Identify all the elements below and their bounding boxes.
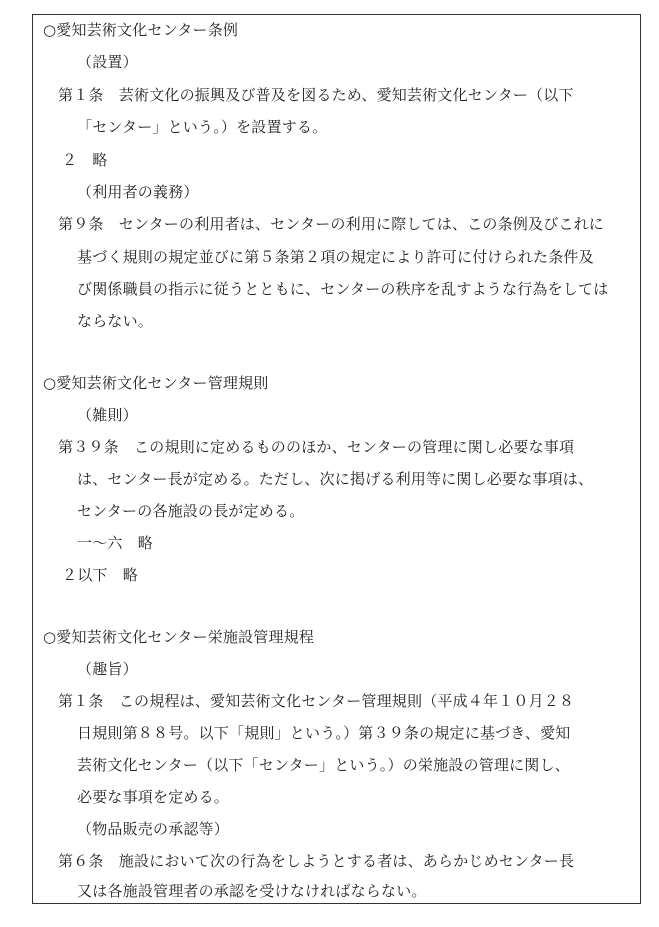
article-line: ２ 略 xyxy=(62,151,108,169)
article-heading: （趣旨） xyxy=(77,660,138,678)
article-line: 第６条 施設において次の行為をしようとする者は、あらかじめセンター長 xyxy=(58,852,575,870)
article-line: 芸術文化センター（以下「センター」という。）の栄施設の管理に関し、 xyxy=(77,756,570,774)
article-line: ２以下 略 xyxy=(62,566,139,584)
article-line: 基づく規則の規定並びに第５条第２項の規定により許可に付けられた条件及 xyxy=(77,248,594,266)
article-line: 第３９条 この規則に定めるもののほか、センターの管理に関し必要な事項 xyxy=(58,438,575,456)
article-line: 第１条 この規程は、愛知芸術文化センター管理規則（平成４年１０月２８ xyxy=(58,692,575,710)
article-line: 第９条 センターの利用者は、センターの利用に際しては、この条例及びこれに xyxy=(58,215,605,233)
article-line: ならない。 xyxy=(77,312,154,330)
article-heading: （雑則） xyxy=(77,406,138,424)
section-title: ○愛知芸術文化センター条例 xyxy=(43,21,239,39)
article-heading: （利用者の義務） xyxy=(77,183,199,201)
article-line: 「センター」という。）を設置する。 xyxy=(77,118,328,136)
article-line: センターの各施設の長が定める。 xyxy=(77,502,305,520)
section-title: ○愛知芸術文化センター栄施設管理規程 xyxy=(43,628,315,646)
article-line: 第１条 芸術文化の振興及び普及を図るため、愛知芸術文化センター（以下 xyxy=(58,86,574,104)
article-line: び関係職員の指示に従うとともに、センターの秩序を乱すような行為をしては xyxy=(77,280,609,298)
article-line: 一～六 略 xyxy=(77,534,154,552)
article-line: は、センター長が定める。ただし、次に掲げる利用等に関し必要な事項は、 xyxy=(77,470,594,488)
section-title: ○愛知芸術文化センター管理規則 xyxy=(43,374,269,392)
article-heading: （設置） xyxy=(77,53,138,71)
article-line: 又は各施設管理者の承認を受けなければならない。 xyxy=(77,882,427,900)
article-line: 必要な事項を定める。 xyxy=(77,788,230,806)
article-heading: （物品販売の承認等） xyxy=(77,820,230,838)
article-line: 日規則第８８号。以下「規則」という。）第３９条の規定に基づき、愛知 xyxy=(77,724,571,742)
